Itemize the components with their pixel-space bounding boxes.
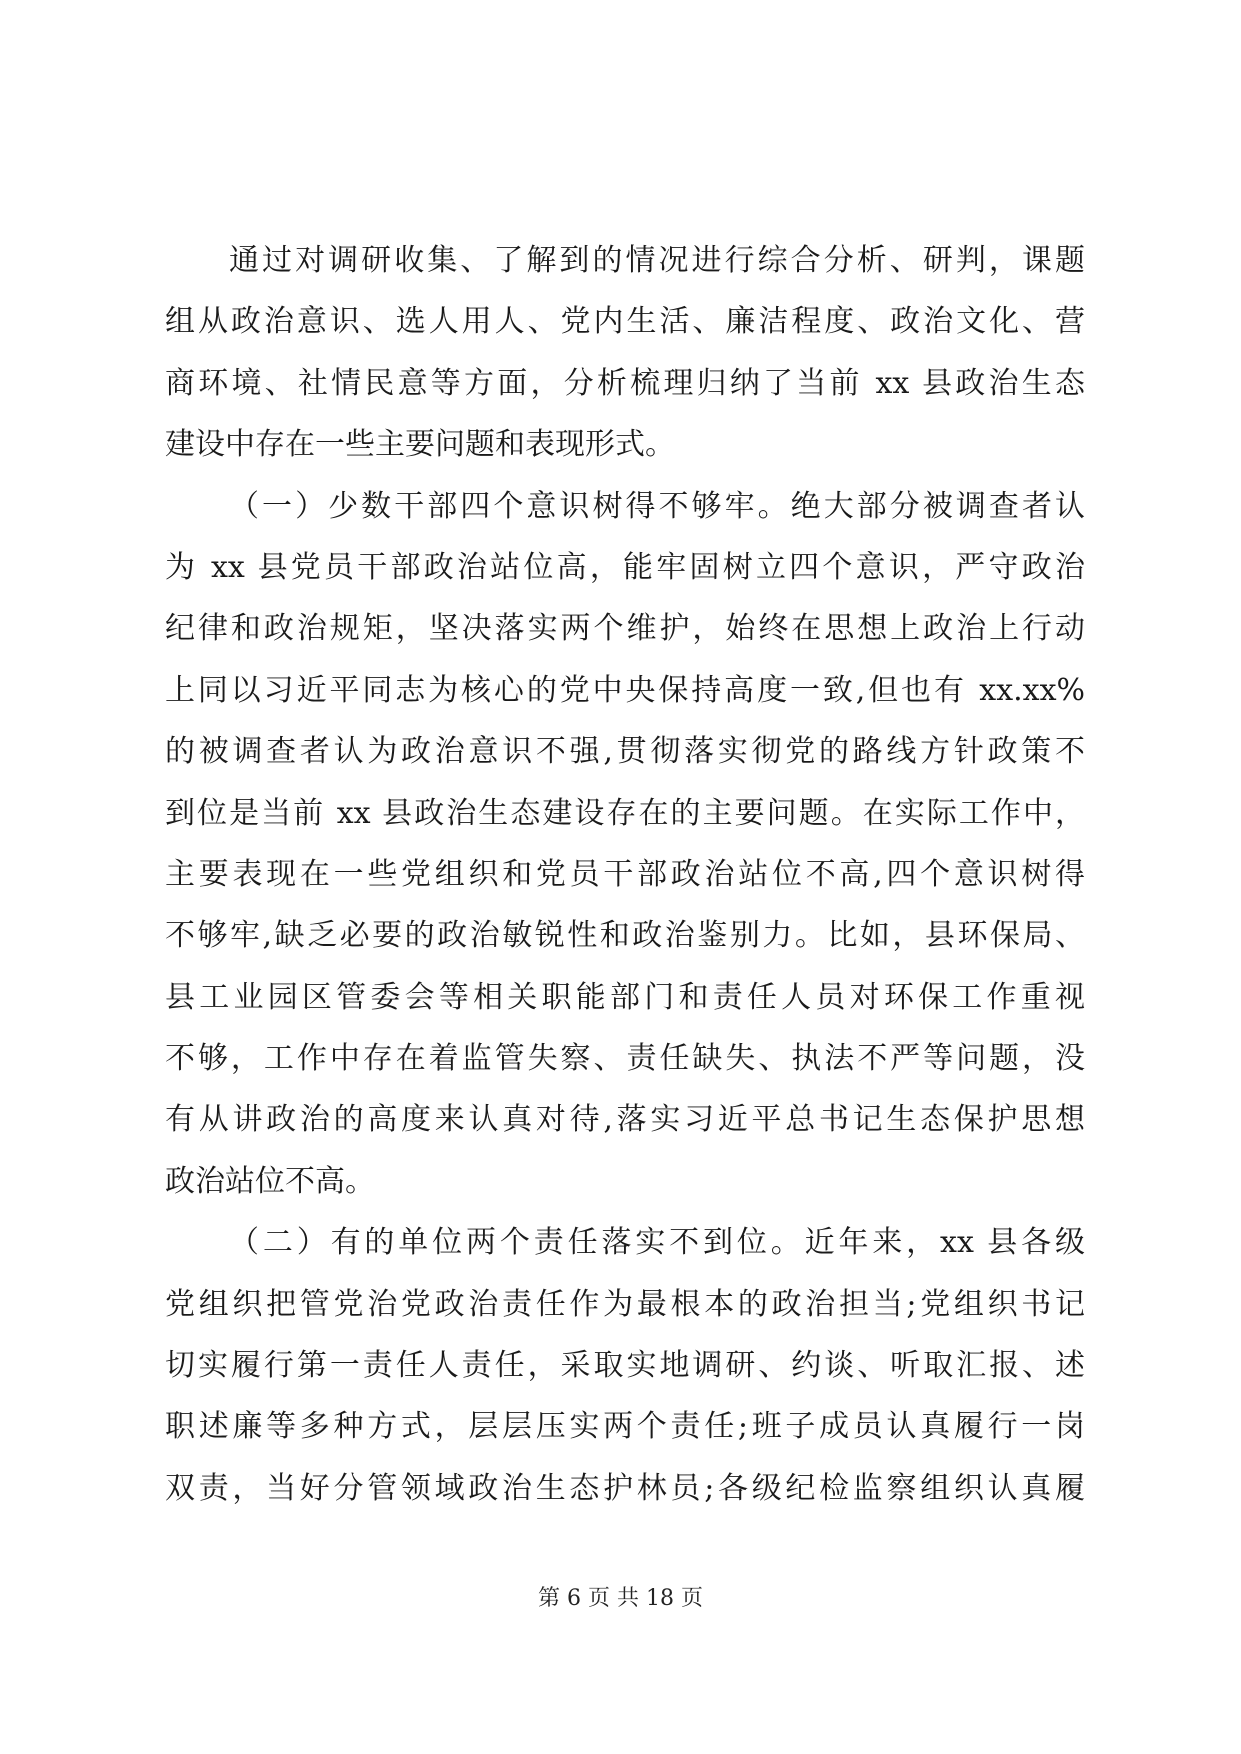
page-footer: [0, 1584, 1241, 1614]
text-line: 组从政治意识、选人用人、党内生活、廉洁程度、政治文化、营: [165, 304, 1085, 340]
text-line: 有从讲政治的高度来认真对待,落实习近平总书记生态保护思想: [165, 1102, 1085, 1138]
text-line: （二）有的单位两个责任落实不到位。近年来，xx 县各级: [229, 1225, 1085, 1261]
text-line: 建设中存在一些主要问题和表现形式。: [165, 427, 675, 463]
text-line: 纪律和政治规矩，坚决落实两个维护，始终在思想上政治上行动: [165, 611, 1085, 647]
text-line: 不够牢,缺乏必要的政治敏锐性和政治鉴别力。比如，县环保局、: [165, 918, 1085, 954]
text-line: 政治站位不高。: [165, 1163, 375, 1199]
text-line: 党组织把管党治党政治责任作为最根本的政治担当;党组织书记: [165, 1286, 1085, 1322]
text-line: 上同以习近平同志为核心的党中央保持高度一致,但也有 xx.xx%: [165, 672, 1085, 708]
text-line: （一）少数干部四个意识树得不够牢。绝大部分被调查者认: [229, 488, 1085, 524]
page-number-label: 第 6 页 共 18 页: [538, 1586, 703, 1611]
text-line: 为 xx 县党员干部政治站位高，能牢固树立四个意识，严守政治: [165, 549, 1085, 585]
text-line: 双责，当好分管领域政治生态护林员;各级纪检监察组织认真履: [165, 1470, 1085, 1506]
text-line: 的被调查者认为政治意识不强,贯彻落实彻党的路线方针政策不: [165, 734, 1085, 770]
text-line: 通过对调研收集、了解到的情况进行综合分析、研判，课题: [229, 243, 1085, 278]
text-line: 主要表现在一些党组织和党员干部政治站位不高,四个意识树得: [165, 856, 1085, 892]
text-line: 切实履行第一责任人责任，采取实地调研、约谈、听取汇报、述: [165, 1348, 1085, 1384]
body-text: [165, 230, 1085, 1519]
text-line: 到位是当前 xx 县政治生态建设存在的主要问题。在实际工作中，: [165, 795, 1085, 831]
text-line: 职述廉等多种方式，层层压实两个责任;班子成员认真履行一岗: [165, 1409, 1085, 1445]
text-line: 商环境、社情民意等方面，分析梳理归纳了当前 xx 县政治生态: [165, 365, 1085, 401]
text-line: 县工业园区管委会等相关职能部门和责任人员对环保工作重视: [165, 979, 1085, 1015]
text-line: 不够，工作中存在着监管失察、责任缺失、执法不严等问题，没: [165, 1041, 1085, 1077]
